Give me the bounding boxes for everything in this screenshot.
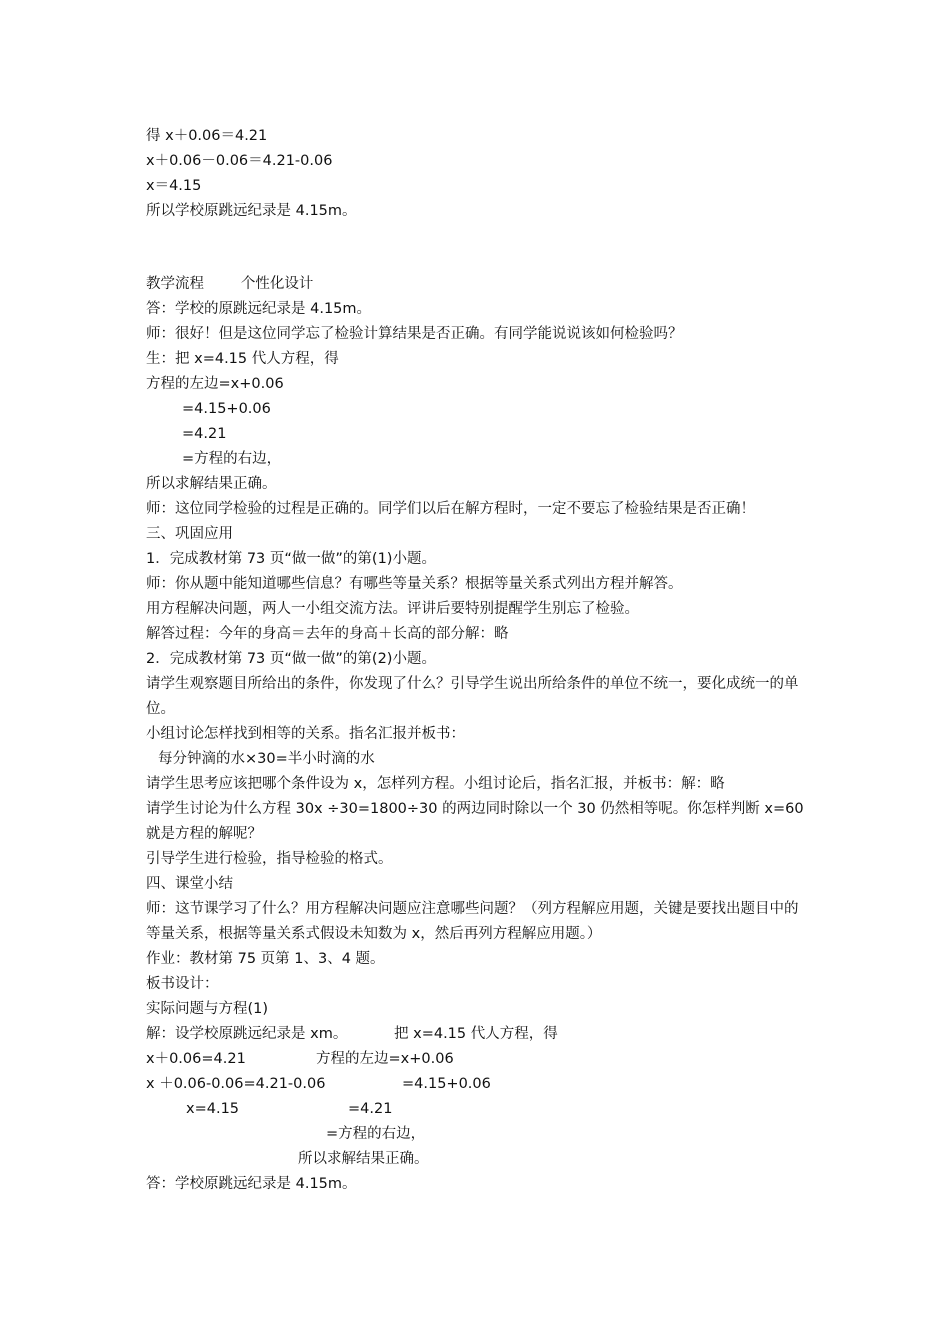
table-header: 教学流程 个性化设计 <box>146 276 314 292</box>
board-row <box>146 1097 810 1122</box>
equation-line: x＝4.15 <box>146 178 202 194</box>
equation-line: x＋0.06－0.06＝4.21-0.06 <box>146 153 333 169</box>
board-right-text: =4.15+0.06 <box>402 1076 491 1092</box>
board-left-text: x＋0.06=4.21 <box>146 1051 246 1067</box>
check-step-line: =4.15+0.06 <box>182 401 271 417</box>
teacher-line: 师：这位同学检验的过程是正确的。同学们以后在解方程时，一定不要忘了检验结果是否正确！ <box>146 501 755 517</box>
paragraph-line: 引导学生进行检验，指导检验的格式。 <box>146 851 393 867</box>
board-right-text: =4.21 <box>348 1101 393 1117</box>
board-left-text: 解：设学校原跳远纪录是 xm。 <box>146 1026 348 1042</box>
answer-line: 答：学校原跳远纪录是 4.15m。 <box>146 1176 357 1192</box>
teacher-line: 师：你从题中能知道哪些信息？有哪些等量关系？根据等量关系式列出方程并解答。 <box>146 576 683 592</box>
teacher-line: 师：很好！但是这位同学忘了检验计算结果是否正确。有同学能说说该如何检验吗？ <box>146 326 683 342</box>
equation-line: 得 x＋0.06＝4.21 <box>146 128 268 144</box>
paragraph-line: 解答过程：今年的身高＝去年的身高＋长高的部分解：略 <box>146 626 509 642</box>
board-title: 板书设计： <box>146 976 219 992</box>
board-right-text: 把 x=4.15 代人方程，得 <box>394 1026 558 1042</box>
board-right-text: 所以求解结果正确。 <box>298 1151 429 1167</box>
paragraph-line: 小组讨论怎样找到相等的关系。指名汇报并板书： <box>146 726 465 742</box>
section-gap <box>146 224 810 272</box>
teacher-line: 师：这节课学习了什么？用方程解决问题应注意哪些问题？（列方程解应用题，关键是要找出题目中的等量关系，根据等量关系式假设未知数为 x，然后再列方程解应用题。） <box>146 901 799 942</box>
paragraph-line: 请学生思考应该把哪个条件设为 x，怎样列方程。小组讨论后，指名汇报，并板书：解：略 <box>146 776 725 792</box>
exercise-item: 2．完成教材第 73 页“做一做”的第(2)小题。 <box>146 651 436 667</box>
board-right-text: 方程的左边=x+0.06 <box>316 1051 454 1067</box>
answer-line: 答：学校的原跳远纪录是 4.15m。 <box>146 301 372 317</box>
section-heading: 四、课堂小结 <box>146 876 233 892</box>
board-row <box>146 1072 810 1097</box>
board-right-text: =方程的右边， <box>326 1126 426 1142</box>
exercise-item: 1．完成教材第 73 页“做一做”的第(1)小题。 <box>146 551 436 567</box>
relation-line: 每分钟滴的水×30=半小时滴的水 <box>158 751 375 767</box>
check-left-line: 方程的左边=x+0.06 <box>146 376 284 392</box>
board-row <box>146 1122 810 1147</box>
document-page <box>146 124 810 1197</box>
student-line: 生：把 x=4.15 代人方程，得 <box>146 351 339 367</box>
section-heading: 三、巩固应用 <box>146 526 233 542</box>
board-subtitle: 实际问题与方程(1) <box>146 1001 269 1017</box>
check-step-line: =4.21 <box>182 426 227 442</box>
board-row <box>146 1147 810 1172</box>
paragraph-line: 用方程解决问题，两人一小组交流方法。评讲后要特别提醒学生别忘了检验。 <box>146 601 639 617</box>
check-conclusion-line: 所以求解结果正确。 <box>146 476 277 492</box>
conclusion-line: 所以学校原跳远纪录是 4.15m。 <box>146 203 357 219</box>
board-row <box>146 1022 810 1047</box>
paragraph-line: 请学生观察题目所给出的条件，你发现了什么？引导学生说出所给条件的单位不统一，要化成统一的单位。 <box>146 676 799 717</box>
board-left-text: x ＋0.06-0.06=4.21-0.06 <box>146 1076 326 1092</box>
board-row <box>146 1047 810 1072</box>
homework-line: 作业：教材第 75 页第 1、3、4 题。 <box>146 951 385 967</box>
board-left-text: x=4.15 <box>186 1101 240 1117</box>
paragraph-line: 请学生讨论为什么方程 30x ÷30=1800÷30 的两边同时除以一个 30 仍然相等呢。你怎样判断 x=60 就是方程的解呢？ <box>146 801 804 842</box>
check-step-line: =方程的右边， <box>182 451 282 467</box>
